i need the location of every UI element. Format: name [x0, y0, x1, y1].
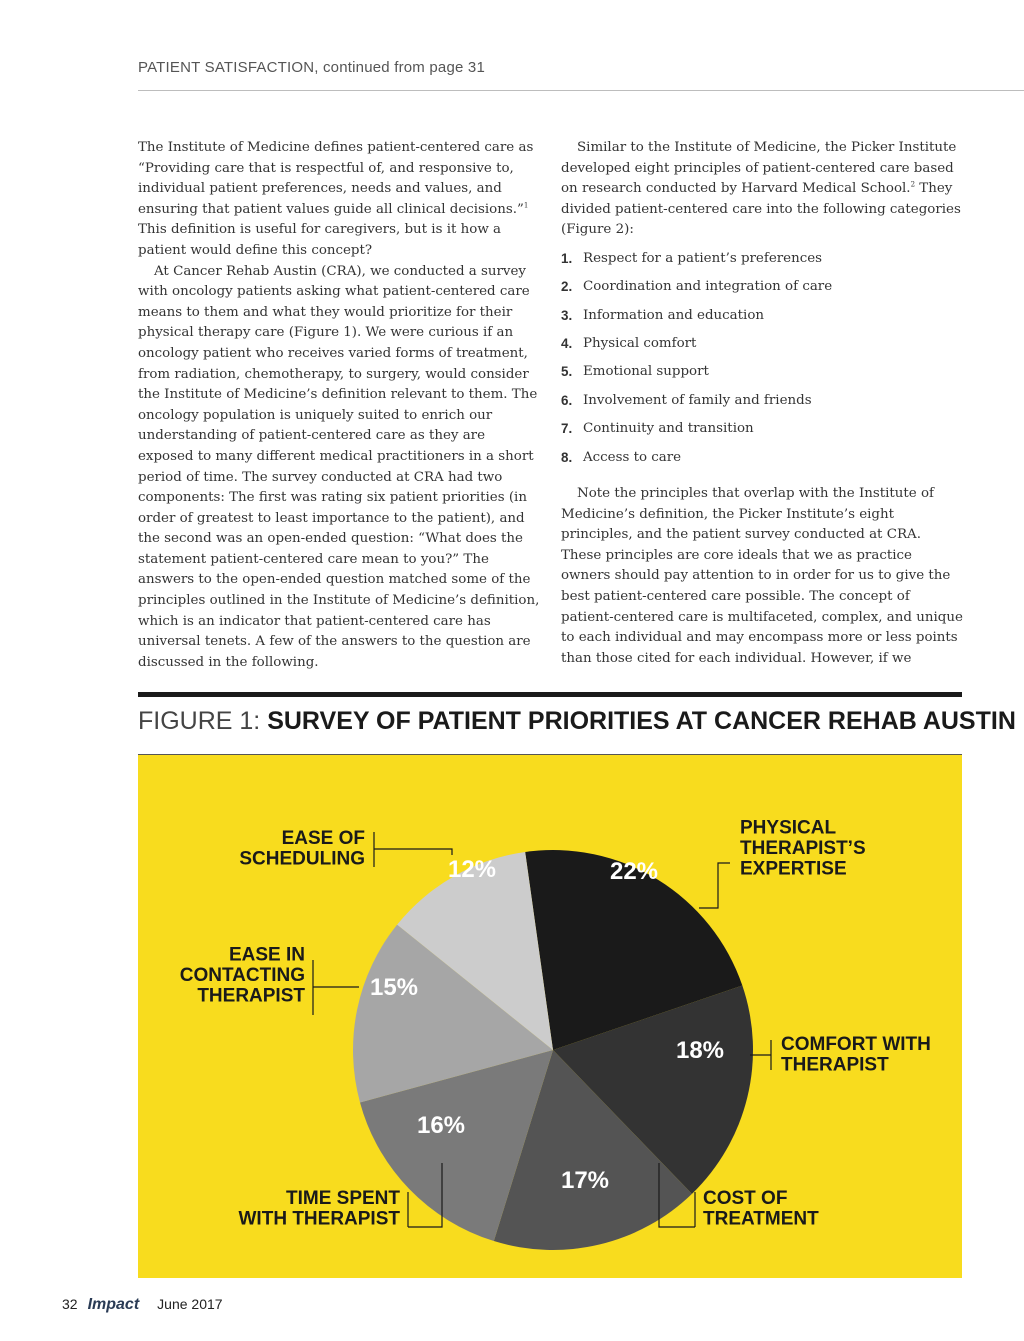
leader-line: [313, 960, 359, 1015]
footnote-ref: 2: [910, 180, 916, 189]
footnote-ref: 1: [523, 201, 529, 210]
slice-category-label: TIME SPENT WITH THERAPIST: [238, 1187, 400, 1230]
list-number: 4.: [561, 336, 573, 352]
paragraph: At Cancer Rehab Austin (CRA), we conducted a survey with oncology patients asking what patient-centered care means to them and what they would prioritize for their physical therapy care (Figure 1). We were curious if an oncology patient who receives varied forms of treatment, from radiation, chemotherapy, to surgery, would consider the Institute of Medicine’s definition relevant to them. The oncology population is uniquely suited to enrich our understanding of patient-centered care as they are exposed to many different medical practitioners in a short period of time. The survey conducted at CRA had two components: The first was rating six patient priorities (in order of greatest to least importance to the patient), and the second was an open-ended question: “What does the statement patient-centered care mean to you?” The answers to the open-ended question matched some of the principles outlined in the Institute of Medicine’s definition, which is an indicator that patient-centered care has universal tenets. A few of the answers to the question are discussed in the following.: [138, 263, 540, 670]
figure-label: FIGURE 1:: [138, 707, 261, 735]
list-item: [561, 273, 965, 301]
leader-line: [374, 832, 452, 867]
list-number: 7.: [561, 421, 573, 437]
list-text: Respect for a patient’s preferences: [583, 250, 822, 266]
figure-top-rule: [138, 692, 962, 697]
pie-chart: [138, 755, 962, 1278]
paragraph: Note the principles that overlap with the Institute of Medicine’s definition, the Picker Institute’s eight principles, and the patient survey conducted at CRA. These principles are core ideals that we as practice owners should pay attention to in order for us to give the best patient-centered care possible. The concept of patient-centered care is multifaceted, complex, and unique to each individual and may encompass more or less points than those cited for each individual. However, if we: [561, 486, 963, 666]
list-item: [561, 330, 965, 358]
magazine-logo: Impact: [87, 1296, 140, 1313]
list-text: Involvement of family and friends: [583, 392, 812, 408]
list-number: 1.: [561, 250, 573, 266]
list-item: [561, 302, 965, 330]
list-number: 5.: [561, 364, 573, 380]
list-text: Information and education: [583, 307, 765, 323]
paragraph-text: This definition is useful for caregivers, but is it how a patient would define this concept?: [138, 222, 502, 258]
list-item: [561, 387, 965, 415]
pie-chart-panel: [138, 755, 962, 1278]
list-text: Emotional support: [583, 364, 709, 380]
principles-list: [561, 245, 965, 472]
right-column: [561, 138, 965, 669]
running-head: PATIENT SATISFACTION, continued from page 31: [138, 59, 485, 76]
slice-category-label: COMFORT WITH THERAPIST: [781, 1033, 931, 1076]
list-text: Continuity and transition: [583, 421, 754, 437]
list-number: 6.: [561, 392, 573, 408]
slice-category-label: PHYSICAL THERAPIST’S EXPERTISE: [740, 817, 866, 880]
paragraph-text: Similar to the Institute of Medicine, the Picker Institute developed eight principles of patient-centered care based on research conducted by Harvard Medical School.: [561, 140, 957, 197]
paragraph: [561, 138, 965, 241]
figure-title-text: SURVEY OF PATIENT PRIORITIES AT CANCER REHAB AUSTIN: [267, 707, 1016, 735]
paragraph-text: They divided patient-centered care into the following categories (Figure 2):: [561, 181, 961, 238]
slice-category-label: COST OF TREATMENT: [703, 1187, 819, 1230]
slice-category-label: EASE OF SCHEDULING: [239, 827, 365, 870]
slice-value-label: 18%: [675, 1037, 725, 1064]
paragraph-text: The Institute of Medicine defines patient-centered care as “Providing care that is respectful of, and responsive to, individual patient preferences, needs and values, and ensuring that patient values guide all clinical decisions.”: [138, 140, 534, 217]
slice-value-label: 17%: [560, 1167, 610, 1194]
list-text: Access to care: [583, 449, 682, 465]
list-item: [561, 444, 965, 472]
list-text: Coordination and integration of care: [583, 279, 833, 295]
page-number: 32: [62, 1296, 78, 1312]
slice-category-label: EASE IN CONTACTING THERAPIST: [179, 944, 305, 1007]
list-item: [561, 415, 965, 443]
list-number: 8.: [561, 449, 573, 465]
list-item: [561, 245, 965, 273]
paragraph: [138, 138, 542, 262]
list-number: 3.: [561, 307, 573, 323]
slice-value-label: 16%: [416, 1112, 466, 1139]
header-divider: [138, 90, 1024, 91]
issue-date: June 2017: [157, 1296, 223, 1312]
list-item: [561, 359, 965, 387]
left-column: [138, 138, 542, 673]
figure-title: [138, 707, 1016, 736]
slice-value-label: 22%: [609, 858, 659, 885]
leader-line: [699, 863, 730, 908]
slice-value-label: 15%: [369, 974, 419, 1001]
list-number: 2.: [561, 279, 573, 295]
list-text: Physical comfort: [583, 336, 697, 352]
slice-value-label: 12%: [447, 856, 497, 883]
footer: [62, 1296, 223, 1314]
leader-line: [750, 1040, 771, 1070]
